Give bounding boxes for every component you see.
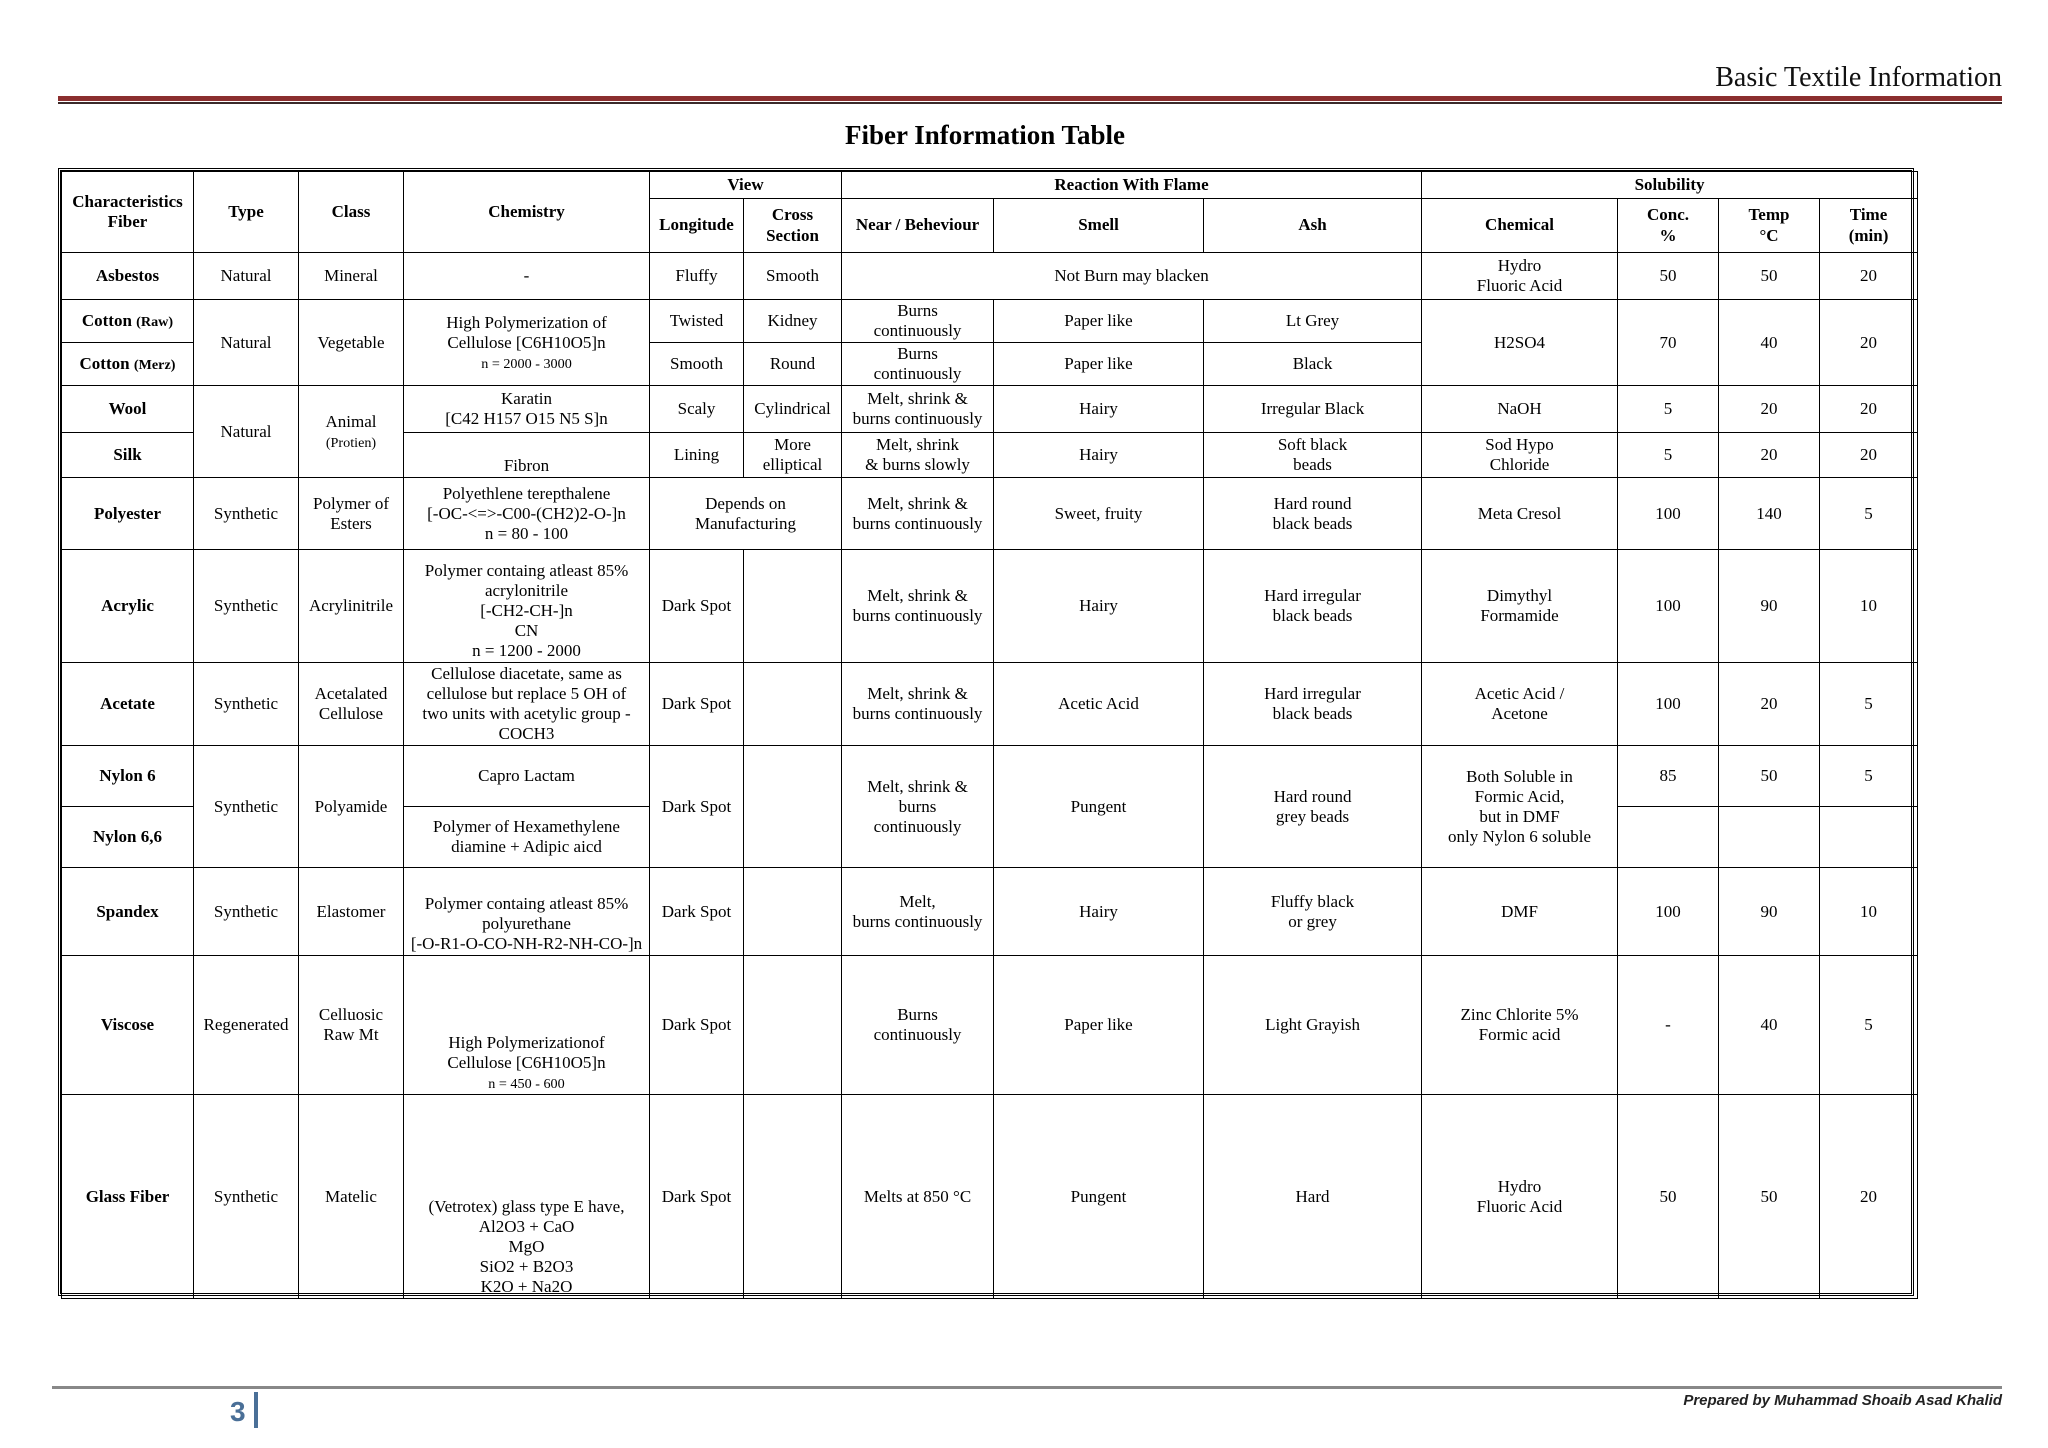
solubility-time: 20 bbox=[1820, 386, 1918, 433]
fiber-name: Asbestos bbox=[62, 253, 194, 300]
flame-smell: Acetic Acid bbox=[994, 663, 1204, 746]
table-row bbox=[62, 868, 1918, 956]
view-longitude: Smooth bbox=[650, 343, 744, 386]
flame-smell: Hairy bbox=[994, 386, 1204, 433]
fiber-name: Cotton (Merz) bbox=[62, 343, 194, 386]
flame-ash: Hard bbox=[1204, 1095, 1422, 1299]
fiber-type: Regenerated bbox=[194, 956, 299, 1095]
flame-ash: Hard round black beads bbox=[1204, 478, 1422, 550]
flame-ash: Hard irregular black beads bbox=[1204, 550, 1422, 663]
fiber-type: Natural bbox=[194, 300, 299, 386]
column-header-reaction-with-flame: Reaction With Flame bbox=[842, 172, 1422, 199]
solubility-conc bbox=[1618, 807, 1719, 868]
solubility-conc: 100 bbox=[1618, 663, 1719, 746]
fiber-type: Natural bbox=[194, 253, 299, 300]
solubility-chemical: Hydro Fluoric Acid bbox=[1422, 253, 1618, 300]
solubility-chemical: Hydro Fluoric Acid bbox=[1422, 1095, 1618, 1299]
column-header-class: Class bbox=[299, 172, 404, 253]
flame-smell: Hairy bbox=[994, 868, 1204, 956]
flame-near: Melts at 850 °C bbox=[842, 1095, 994, 1299]
solubility-temp: 50 bbox=[1719, 746, 1820, 807]
solubility-temp: 50 bbox=[1719, 253, 1820, 300]
fiber-class: Matelic bbox=[299, 1095, 404, 1299]
flame-ash: Irregular Black bbox=[1204, 386, 1422, 433]
solubility-time: 20 bbox=[1820, 253, 1918, 300]
solubility-temp: 140 bbox=[1719, 478, 1820, 550]
solubility-time: 20 bbox=[1820, 433, 1918, 478]
table-row bbox=[62, 386, 1918, 433]
fiber-type: Synthetic bbox=[194, 1095, 299, 1299]
table-row bbox=[62, 956, 1918, 1095]
solubility-chemical: Dimythyl Formamide bbox=[1422, 550, 1618, 663]
flame-ash: Soft black beads bbox=[1204, 433, 1422, 478]
flame-ash: Hard irregular black beads bbox=[1204, 663, 1422, 746]
table-row bbox=[62, 746, 1918, 807]
column-header-view: View bbox=[650, 172, 842, 199]
fiber-name: Nylon 6,6 bbox=[62, 807, 194, 868]
view-longitude: Dark Spot bbox=[650, 956, 744, 1095]
column-header-conc: Conc. % bbox=[1618, 199, 1719, 253]
column-header-longitude: Longitude bbox=[650, 199, 744, 253]
solubility-temp: 90 bbox=[1719, 550, 1820, 663]
flame-reaction: Not Burn may blacken bbox=[842, 253, 1422, 300]
fiber-class: Elastomer bbox=[299, 868, 404, 956]
solubility-time: 20 bbox=[1820, 300, 1918, 386]
fiber-name: Viscose bbox=[62, 956, 194, 1095]
view-longitude: Twisted bbox=[650, 300, 744, 343]
view-cross-section bbox=[744, 1095, 842, 1299]
solubility-chemical: NaOH bbox=[1422, 386, 1618, 433]
flame-smell: Hairy bbox=[994, 550, 1204, 663]
view-description: Depends on Manufacturing bbox=[650, 478, 842, 550]
column-header-chemistry: Chemistry bbox=[404, 172, 650, 253]
fiber-class: Celluosic Raw Mt bbox=[299, 956, 404, 1095]
header-rule-thin bbox=[58, 102, 2002, 104]
solubility-conc: - bbox=[1618, 956, 1719, 1095]
table-header-row bbox=[62, 172, 1918, 199]
solubility-conc: 100 bbox=[1618, 868, 1719, 956]
fiber-type: Synthetic bbox=[194, 478, 299, 550]
fiber-chemistry: (Vetrotex) glass type E have, Al2O3 + CaO MgO SiO2 + B2O3 K2O + Na2O bbox=[404, 1095, 650, 1299]
fiber-class: Mineral bbox=[299, 253, 404, 300]
flame-near: Melt, shrink & burns continuously bbox=[842, 478, 994, 550]
view-cross-section bbox=[744, 868, 842, 956]
flame-ash: Lt Grey bbox=[1204, 300, 1422, 343]
solubility-temp: 40 bbox=[1719, 300, 1820, 386]
solubility-temp: 50 bbox=[1719, 1095, 1820, 1299]
solubility-conc: 70 bbox=[1618, 300, 1719, 386]
view-cross-section: More elliptical bbox=[744, 433, 842, 478]
solubility-conc: 100 bbox=[1618, 478, 1719, 550]
view-cross-section: Round bbox=[744, 343, 842, 386]
view-longitude: Lining bbox=[650, 433, 744, 478]
fiber-chemistry: Capro Lactam bbox=[404, 746, 650, 807]
solubility-time: 5 bbox=[1820, 478, 1918, 550]
view-cross-section bbox=[744, 746, 842, 868]
flame-smell: Sweet, fruity bbox=[994, 478, 1204, 550]
flame-ash: Hard round grey beads bbox=[1204, 746, 1422, 868]
view-longitude: Dark Spot bbox=[650, 550, 744, 663]
solubility-conc: 100 bbox=[1618, 550, 1719, 663]
solubility-conc: 85 bbox=[1618, 746, 1719, 807]
document-header-title: Basic Textile Information bbox=[1715, 62, 2002, 93]
table-row bbox=[62, 253, 1918, 300]
view-longitude: Dark Spot bbox=[650, 1095, 744, 1299]
column-header-near: Near / Beheviour bbox=[842, 199, 994, 253]
fiber-chemistry: Polymer containg atleast 85% acrylonitrile [-CH2-CH-]n CN n = 1200 - 2000 bbox=[404, 550, 650, 663]
fiber-name: Glass Fiber bbox=[62, 1095, 194, 1299]
page-number: 3 bbox=[230, 1396, 246, 1427]
fiber-information-table bbox=[58, 168, 1914, 1296]
view-longitude: Fluffy bbox=[650, 253, 744, 300]
fiber-class: Polymer of Esters bbox=[299, 478, 404, 550]
column-header-solubility: Solubility bbox=[1422, 172, 1918, 199]
flame-near: Melt, burns continuously bbox=[842, 868, 994, 956]
fiber-type: Natural bbox=[194, 386, 299, 478]
solubility-temp bbox=[1719, 807, 1820, 868]
fiber-name: Cotton (Raw) bbox=[62, 300, 194, 343]
fiber-type: Synthetic bbox=[194, 663, 299, 746]
solubility-time bbox=[1820, 807, 1918, 868]
view-longitude: Dark Spot bbox=[650, 663, 744, 746]
table-title: Fiber Information Table bbox=[844, 120, 1126, 150]
solubility-temp: 20 bbox=[1719, 663, 1820, 746]
fiber-type: Synthetic bbox=[194, 746, 299, 868]
solubility-chemical: DMF bbox=[1422, 868, 1618, 956]
table-row bbox=[62, 478, 1918, 550]
solubility-time: 20 bbox=[1820, 1095, 1918, 1299]
fiber-chemistry: - bbox=[404, 253, 650, 300]
flame-smell: Hairy bbox=[994, 433, 1204, 478]
fiber-chemistry: Polyethlene terepthalene [-OC-<=>-C00-(CH2)2-O-]n n = 80 - 100 bbox=[404, 478, 650, 550]
solubility-temp: 40 bbox=[1719, 956, 1820, 1095]
flame-near: Burns continuously bbox=[842, 956, 994, 1095]
column-header-time: Time (min) bbox=[1820, 199, 1918, 253]
table-row bbox=[62, 1095, 1918, 1299]
solubility-temp: 90 bbox=[1719, 868, 1820, 956]
fiber-chemistry: High Polymerizationof Cellulose [C6H10O5]n n = 450 - 600 bbox=[404, 956, 650, 1095]
solubility-conc: 5 bbox=[1618, 386, 1719, 433]
column-header-type: Type bbox=[194, 172, 299, 253]
column-header-characteristics: Characteristics Fiber bbox=[62, 172, 194, 253]
flame-smell: Paper like bbox=[994, 956, 1204, 1095]
flame-ash: Fluffy black or grey bbox=[1204, 868, 1422, 956]
table-row bbox=[62, 300, 1918, 343]
view-cross-section: Smooth bbox=[744, 253, 842, 300]
fiber-class: Animal (Protien) bbox=[299, 386, 404, 478]
table-row bbox=[62, 663, 1918, 746]
fiber-class: Polyamide bbox=[299, 746, 404, 868]
fiber-chemistry: Karatin [C42 H157 O15 N5 S]n bbox=[404, 386, 650, 433]
view-cross-section: Kidney bbox=[744, 300, 842, 343]
solubility-time: 5 bbox=[1820, 746, 1918, 807]
fiber-class: Vegetable bbox=[299, 300, 404, 386]
solubility-conc: 5 bbox=[1618, 433, 1719, 478]
fiber-type: Synthetic bbox=[194, 868, 299, 956]
fiber-name: Wool bbox=[62, 386, 194, 433]
fiber-class: Acetalated Cellulose bbox=[299, 663, 404, 746]
solubility-chemical: Both Soluble in Formic Acid, but in DMF only Nylon 6 soluble bbox=[1422, 746, 1618, 868]
view-cross-section bbox=[744, 956, 842, 1095]
solubility-time: 10 bbox=[1820, 868, 1918, 956]
solubility-chemical: Acetic Acid / Acetone bbox=[1422, 663, 1618, 746]
column-header-chemical: Chemical bbox=[1422, 199, 1618, 253]
footer-credit: Prepared by Muhammad Shoaib Asad Khalid bbox=[1683, 1392, 2002, 1409]
solubility-conc: 50 bbox=[1618, 253, 1719, 300]
flame-near: Melt, shrink & burns slowly bbox=[842, 433, 994, 478]
solubility-time: 5 bbox=[1820, 956, 1918, 1095]
fiber-chemistry: High Polymerization of Cellulose [C6H10O5]n n = 2000 - 3000 bbox=[404, 300, 650, 386]
column-header-smell: Smell bbox=[994, 199, 1204, 253]
solubility-chemical: H2SO4 bbox=[1422, 300, 1618, 386]
view-cross-section bbox=[744, 550, 842, 663]
solubility-chemical: Zinc Chlorite 5% Formic acid bbox=[1422, 956, 1618, 1095]
fiber-name: Polyester bbox=[62, 478, 194, 550]
flame-smell: Pungent bbox=[994, 1095, 1204, 1299]
fiber-name: Spandex bbox=[62, 868, 194, 956]
column-header-cross-section: Cross Section bbox=[744, 199, 842, 253]
fiber-chemistry: Fibron bbox=[404, 433, 650, 478]
table-row bbox=[62, 550, 1918, 663]
view-cross-section: Cylindrical bbox=[744, 386, 842, 433]
flame-near: Melt, shrink & burns continuously bbox=[842, 663, 994, 746]
solubility-time: 5 bbox=[1820, 663, 1918, 746]
solubility-conc: 50 bbox=[1618, 1095, 1719, 1299]
page-number-bar bbox=[254, 1392, 258, 1428]
flame-smell: Pungent bbox=[994, 746, 1204, 868]
view-longitude: Scaly bbox=[650, 386, 744, 433]
flame-near: Burns continuously bbox=[842, 343, 994, 386]
flame-ash: Light Grayish bbox=[1204, 956, 1422, 1095]
flame-smell: Paper like bbox=[994, 343, 1204, 386]
flame-smell: Paper like bbox=[994, 300, 1204, 343]
flame-near: Burns continuously bbox=[842, 300, 994, 343]
flame-near: Melt, shrink & burns continuously bbox=[842, 550, 994, 663]
fiber-name: Acetate bbox=[62, 663, 194, 746]
header-rule bbox=[58, 96, 2002, 101]
column-header-temp: Temp °C bbox=[1719, 199, 1820, 253]
view-cross-section bbox=[744, 663, 842, 746]
solubility-chemical: Meta Cresol bbox=[1422, 478, 1618, 550]
fiber-name: Nylon 6 bbox=[62, 746, 194, 807]
fiber-class: Acrylinitrile bbox=[299, 550, 404, 663]
footer-rule bbox=[52, 1386, 2002, 1389]
solubility-chemical: Sod Hypo Chloride bbox=[1422, 433, 1618, 478]
flame-near: Melt, shrink & burns continuously bbox=[842, 746, 994, 868]
column-header-ash: Ash bbox=[1204, 199, 1422, 253]
solubility-temp: 20 bbox=[1719, 433, 1820, 478]
solubility-temp: 20 bbox=[1719, 386, 1820, 433]
fiber-chemistry: Cellulose diacetate, same as cellulose but replace 5 OH of two units with acetylic group - COCH3 bbox=[404, 663, 650, 746]
flame-ash: Black bbox=[1204, 343, 1422, 386]
fiber-chemistry: Polymer of Hexamethylene diamine + Adipic aicd bbox=[404, 807, 650, 868]
fiber-type: Synthetic bbox=[194, 550, 299, 663]
flame-near: Melt, shrink & burns continuously bbox=[842, 386, 994, 433]
solubility-time: 10 bbox=[1820, 550, 1918, 663]
fiber-name: Acrylic bbox=[62, 550, 194, 663]
fiber-chemistry: Polymer containg atleast 85% polyurethane [-O-R1-O-CO-NH-R2-NH-CO-]n bbox=[404, 868, 650, 956]
view-longitude: Dark Spot bbox=[650, 868, 744, 956]
fiber-name: Silk bbox=[62, 433, 194, 478]
view-longitude: Dark Spot bbox=[650, 746, 744, 868]
